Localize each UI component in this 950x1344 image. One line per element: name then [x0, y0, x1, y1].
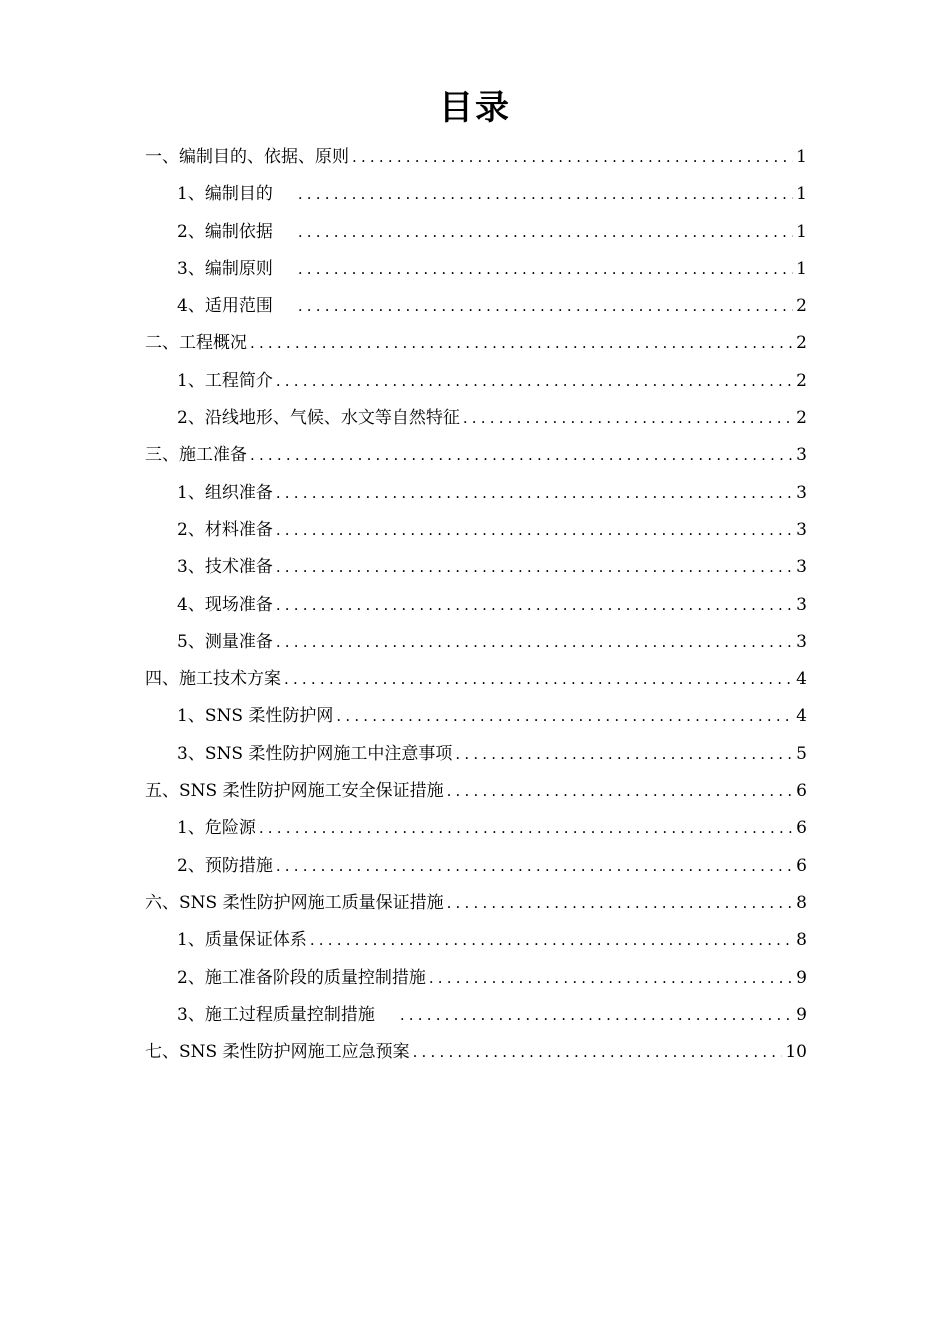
toc-entry[interactable]: [145, 587, 807, 624]
toc-page-number: 3: [796, 482, 807, 503]
toc-entry[interactable]: [145, 288, 807, 325]
toc-entry-label: 2、材料准备: [177, 519, 273, 540]
toc-entry[interactable]: [145, 475, 807, 512]
toc-dot-leader: [298, 176, 793, 213]
toc-page-number: 3: [796, 519, 807, 540]
toc-dot-leader: [429, 960, 793, 997]
toc-entry-label: 1、质量保证体系: [177, 930, 307, 951]
toc-entry[interactable]: [145, 214, 807, 251]
toc-page-number: 3: [796, 631, 807, 652]
toc-entry[interactable]: [145, 810, 807, 847]
toc-dot-leader: [284, 661, 793, 698]
toc-dot-leader: [276, 475, 793, 512]
toc-entry[interactable]: [145, 176, 807, 213]
toc-entry-label: 二、工程概况: [145, 333, 247, 354]
toc-page-number: 1: [796, 184, 807, 205]
toc-entry-label: 一、编制目的、依据、原则: [145, 147, 349, 167]
toc-dot-leader: [336, 698, 793, 735]
toc-page-number: 3: [796, 445, 807, 466]
toc-entry-label: 1、工程简介: [177, 370, 273, 391]
toc-entry[interactable]: [145, 997, 807, 1034]
toc-page-number: 8: [796, 930, 807, 951]
toc-entry-label: 1、组织准备: [177, 482, 273, 503]
toc-page-number: 6: [796, 855, 807, 876]
toc-page-number: 9: [796, 967, 807, 988]
toc-page-number: 4: [796, 706, 807, 727]
toc-entry[interactable]: [145, 139, 807, 176]
toc-page-number: 9: [796, 1004, 807, 1025]
toc-dot-leader: [298, 214, 793, 251]
toc-entry-label: 1、编制目的: [177, 184, 273, 205]
toc-page-number: 8: [796, 892, 807, 913]
toc-entry[interactable]: [145, 549, 807, 586]
toc-entry-label: 2、预防措施: [177, 855, 273, 876]
toc-page-number: 1: [796, 221, 807, 242]
toc-entry-label: 2、编制依据: [177, 221, 273, 242]
toc-entry[interactable]: [145, 1034, 807, 1071]
toc-dot-leader: [413, 1034, 783, 1071]
toc-entry[interactable]: [145, 848, 807, 885]
toc-entry-label: 4、适用范围: [177, 296, 273, 317]
toc-entry-label: 3、SNS 柔性防护网施工中注意事项: [177, 743, 453, 764]
toc-entry-label: 5、测量准备: [177, 631, 273, 652]
toc-entry-label: 1、SNS 柔性防护网: [177, 706, 334, 727]
toc-page-number: 3: [796, 594, 807, 615]
toc-entry-label: 七、SNS 柔性防护网施工应急预案: [145, 1042, 410, 1063]
toc-entry-label: 五、SNS 柔性防护网施工安全保证措施: [145, 781, 444, 802]
toc-entry[interactable]: [145, 698, 807, 735]
toc-dot-leader: [250, 325, 793, 362]
toc-page-number: 4: [796, 669, 807, 690]
toc-dot-leader: [298, 288, 793, 325]
toc-page-number: 1: [796, 258, 807, 279]
toc-dot-leader: [276, 624, 793, 661]
toc-page-number: 1: [796, 147, 807, 167]
toc-dot-leader: [276, 363, 793, 400]
toc-dot-leader: [310, 922, 793, 959]
toc-dot-leader: [455, 736, 793, 773]
toc-dot-leader: [298, 251, 793, 288]
toc-entry[interactable]: [145, 661, 807, 698]
toc-dot-leader: [259, 810, 793, 847]
toc-entry[interactable]: [145, 624, 807, 661]
toc-entry[interactable]: [145, 325, 807, 362]
toc-entry[interactable]: [145, 251, 807, 288]
toc-dot-leader: [276, 848, 793, 885]
toc-entry[interactable]: [145, 885, 807, 922]
toc-dot-leader: [352, 139, 793, 176]
toc-dot-leader: [447, 885, 794, 922]
toc-page-number: 2: [796, 370, 807, 391]
toc-entry-label: 三、施工准备: [145, 445, 247, 466]
toc-dot-leader: [463, 400, 793, 437]
toc-entry[interactable]: [145, 400, 807, 437]
toc-dot-leader: [276, 512, 793, 549]
toc-entry[interactable]: [145, 363, 807, 400]
toc-entry[interactable]: [145, 736, 807, 773]
toc-entry-label: 2、施工准备阶段的质量控制措施: [177, 967, 426, 988]
toc-entry-label: 四、施工技术方案: [145, 669, 281, 690]
page-title: 目录: [439, 88, 511, 128]
toc-entry-label: 1、危险源: [177, 818, 256, 839]
toc-dot-leader: [250, 437, 793, 474]
toc-page-number: 10: [785, 1042, 807, 1063]
toc-page-number: 6: [796, 781, 807, 802]
toc-entry-label: 六、SNS 柔性防护网施工质量保证措施: [145, 892, 444, 913]
toc-page-number: 6: [796, 818, 807, 839]
toc-entry[interactable]: [145, 437, 807, 474]
toc-entry-label: 3、技术准备: [177, 557, 273, 578]
toc-page-number: 2: [796, 333, 807, 354]
toc-entry-label: 3、施工过程质量控制措施: [177, 1004, 375, 1025]
toc-dot-leader: [276, 587, 793, 624]
toc-page-number: 5: [796, 743, 807, 764]
toc-entry-label: 2、沿线地形、气候、水文等自然特征: [177, 408, 460, 429]
toc-page-number: 2: [796, 408, 807, 429]
toc-dot-leader: [276, 549, 793, 586]
toc-entry[interactable]: [145, 922, 807, 959]
toc-page-number: 2: [796, 296, 807, 317]
toc-entry[interactable]: [145, 512, 807, 549]
toc-entry[interactable]: [145, 773, 807, 810]
toc-dot-leader: [400, 997, 793, 1034]
toc-entry[interactable]: [145, 960, 807, 997]
toc-dot-leader: [447, 773, 794, 810]
toc-entry-label: 4、现场准备: [177, 594, 273, 615]
toc-page-number: 3: [796, 557, 807, 578]
table-of-contents: [145, 139, 807, 1071]
toc-entry-label: 3、编制原则: [177, 258, 273, 279]
